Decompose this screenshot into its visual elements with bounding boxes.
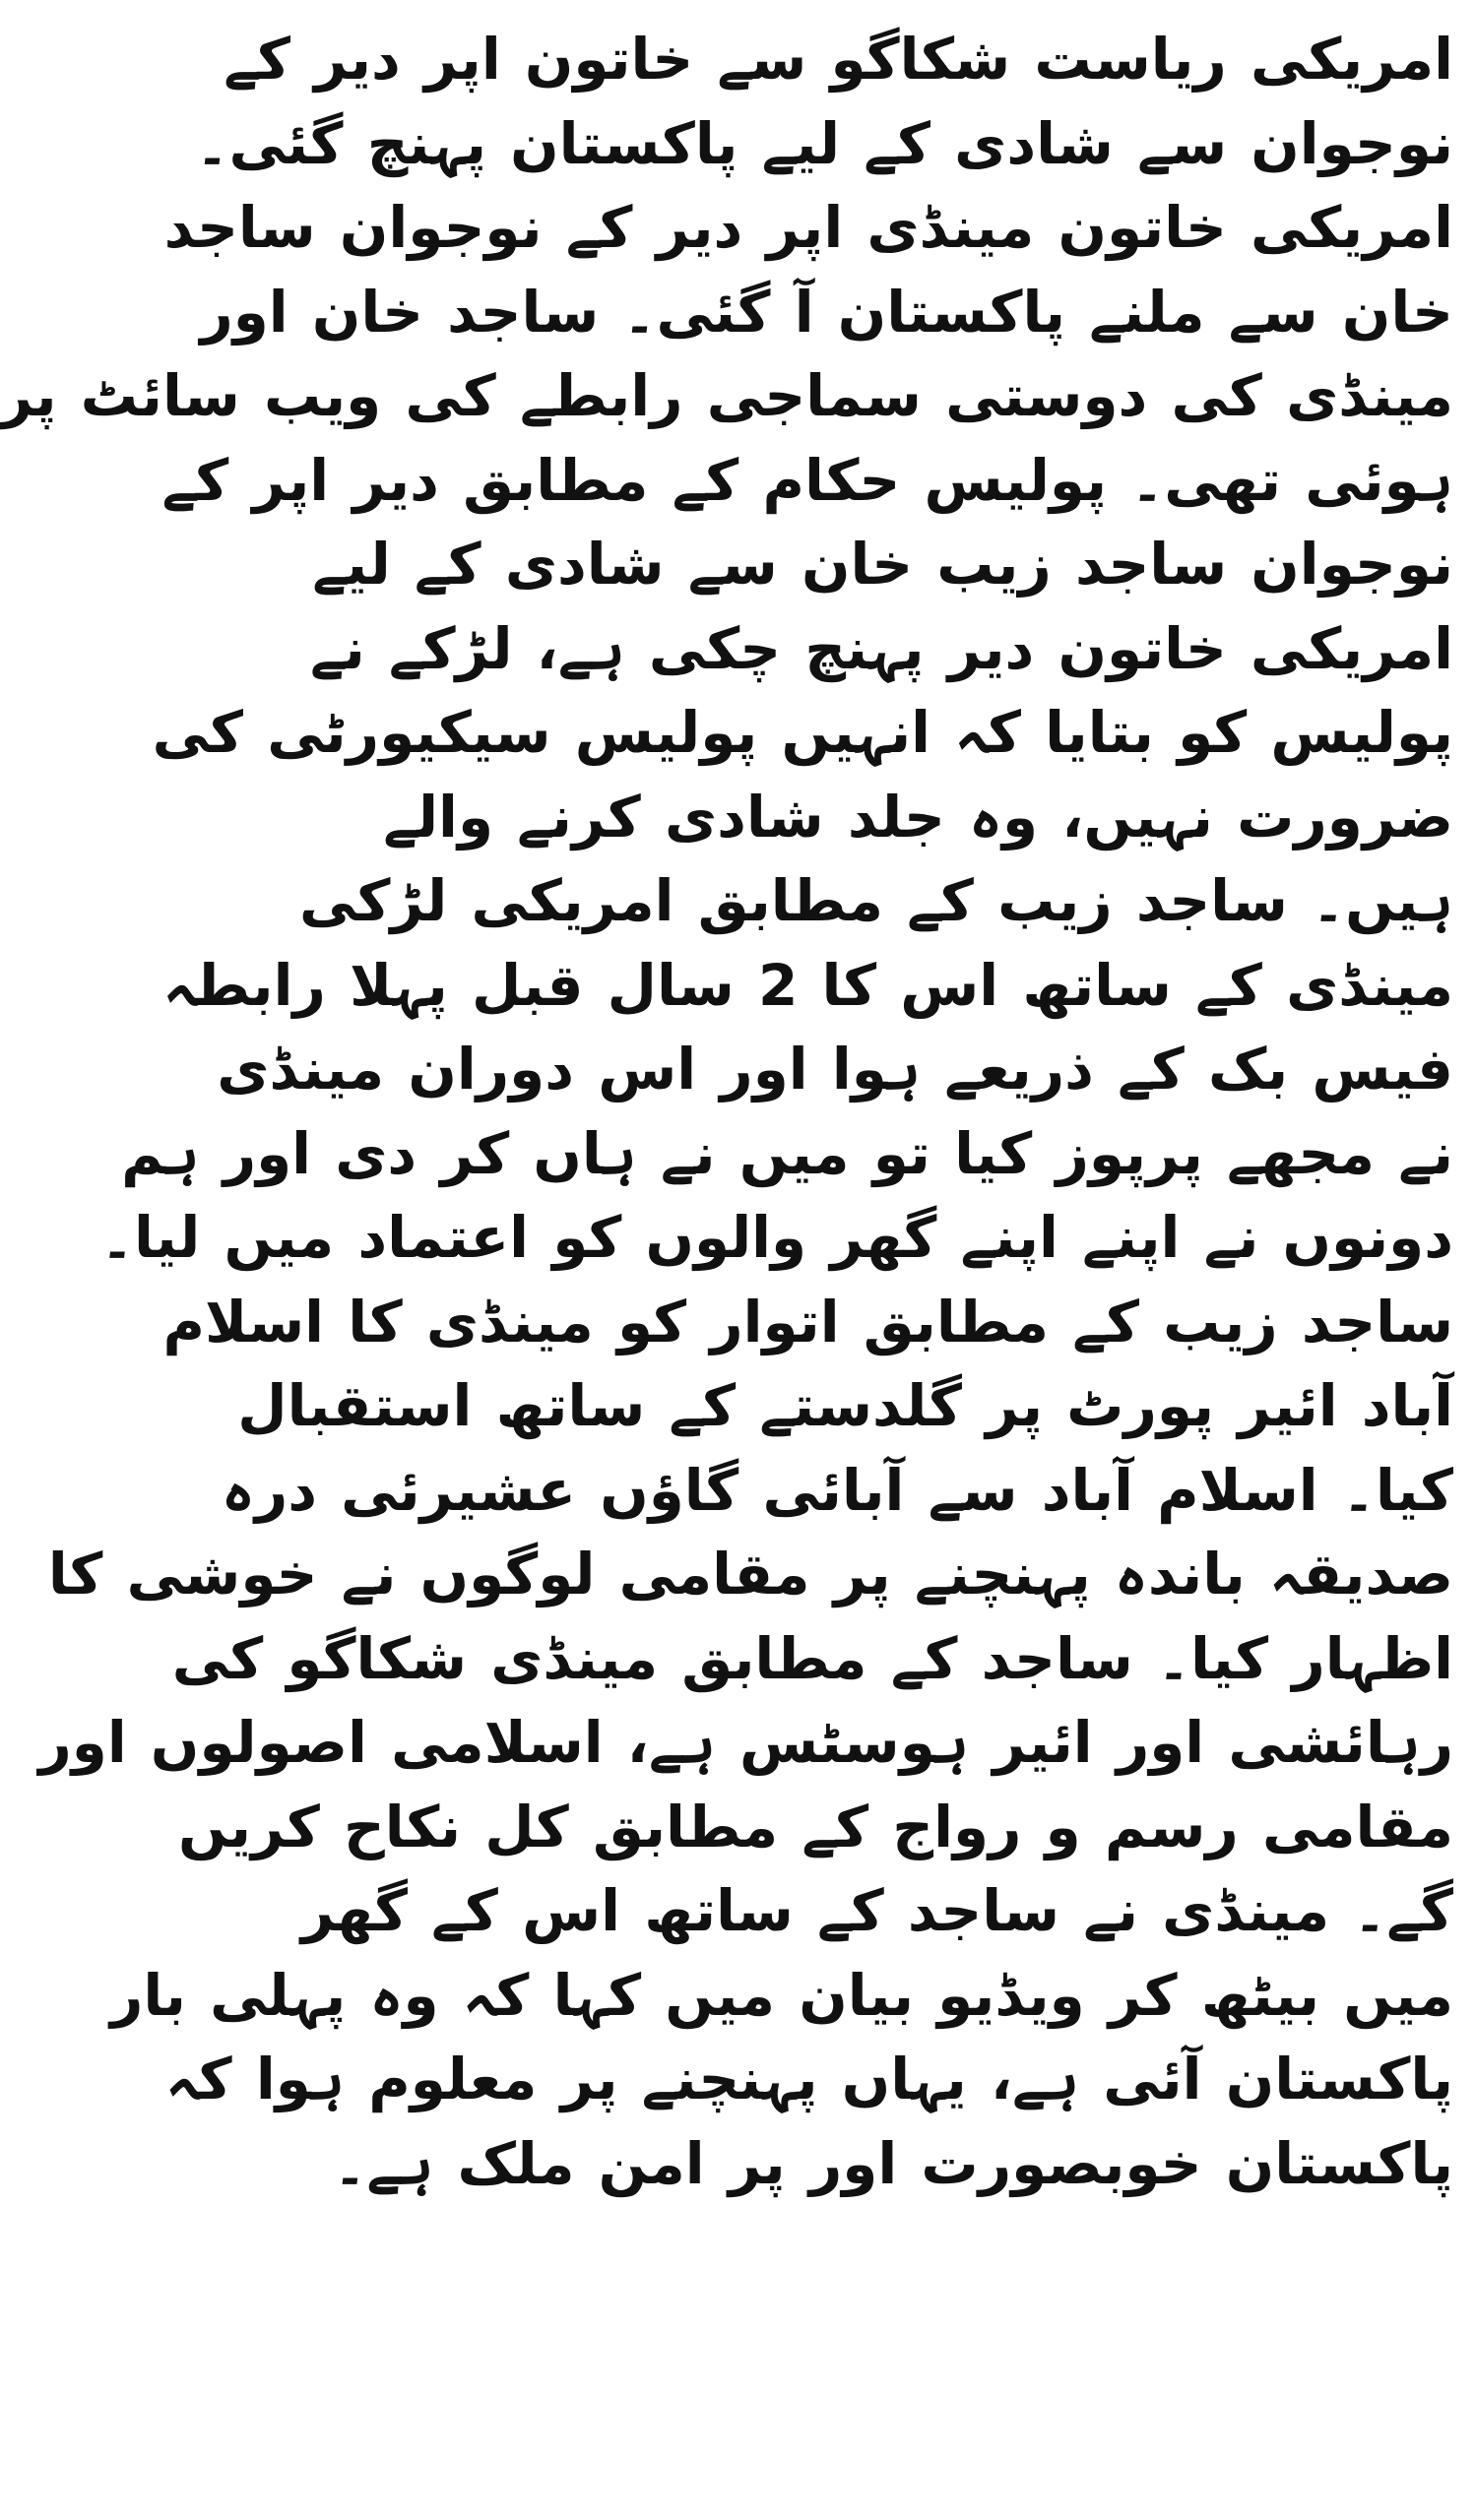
article-line: نے مجھے پرپوز کیا تو میں نے ہاں کر دی اور ہم <box>121 1119 1453 1187</box>
article-line: ساجد زیب کے مطابق اتوار کو مینڈی کا اسلام <box>162 1288 1453 1355</box>
article-line: امریکی ریاست شکاگو سے خاتون اپر دیر کے <box>224 26 1453 93</box>
article-line: گے۔ مینڈی نے ساجد کے ساتھ اس کے گھر <box>300 1877 1453 1944</box>
article-line: میں بیٹھ کر ویڈیو بیان میں کہا کہ وہ پہلی بار <box>110 1961 1453 2029</box>
article-line: رہائشی اور ائیر ہوسٹس ہے، اسلامی اصولوں اور <box>38 1709 1453 1776</box>
article-line: فیس بک کے ذریعے ہوا اور اس دوران مینڈی <box>217 1036 1453 1102</box>
article-line: ضرورت نہیں، وہ جلد شادی کرنے والے <box>383 783 1453 850</box>
article-line: دونوں نے اپنے اپنے گھر والوں کو اعتماد میں لیا۔ <box>100 1204 1453 1271</box>
article-line: امریکی خاتون دیر پہنچ چکی ہے، لڑکے نے <box>309 614 1453 682</box>
article-line: مینڈی کی دوستی سماجی رابطے کی ویب سائٹ پر <box>0 362 1453 429</box>
article-line: ہیں۔ ساجد زیب کے مطابق امریکی لڑکی <box>299 867 1453 934</box>
article-line: پولیس کو بتایا کہ انہیں پولیس سیکیورٹی کی <box>152 699 1453 766</box>
article-line: ہوئی تھی۔ پولیس حکام کے مطابق دیر اپر کے <box>161 446 1453 514</box>
article-line: آباد ائیر پورٹ پر گلدستے کے ساتھ استقبال <box>237 1372 1453 1439</box>
article-line: کیا۔ اسلام آباد سے آبائی گاؤں عشیرئی درہ <box>221 1456 1453 1524</box>
article-line: صدیقہ باندہ پہنچنے پر مقامی لوگوں نے خوشی کا <box>47 1541 1453 1607</box>
article-line: پاکستان خوبصورت اور پر امن ملک ہے۔ <box>333 2129 1453 2197</box>
article-line: خان سے ملنے پاکستان آ گئی۔ ساجد خان اور <box>200 278 1453 346</box>
article-body <box>0 18 1453 2510</box>
article-line: مقامی رسم و رواج کے مطابق کل نکاح کریں <box>178 1793 1453 1860</box>
article-line: نوجوان ساجد زیب خان سے شادی کے لیے <box>312 531 1453 598</box>
article-line: نوجوان سے شادی کے لیے پاکستان پہنچ گئی۔ <box>195 109 1453 177</box>
article-line: مینڈی کے ساتھ اس کا 2 سال قبل پہلا رابطہ <box>162 951 1453 1019</box>
article-line: پاکستان آئی ہے، یہاں پہنچنے پر معلوم ہوا کہ <box>164 2046 1453 2112</box>
article-line: اظہار کیا۔ ساجد کے مطابق مینڈی شکاگو کی <box>171 1624 1453 1692</box>
article-line: امریکی خاتون مینڈی اپر دیر کے نوجوان ساجد <box>163 194 1453 261</box>
